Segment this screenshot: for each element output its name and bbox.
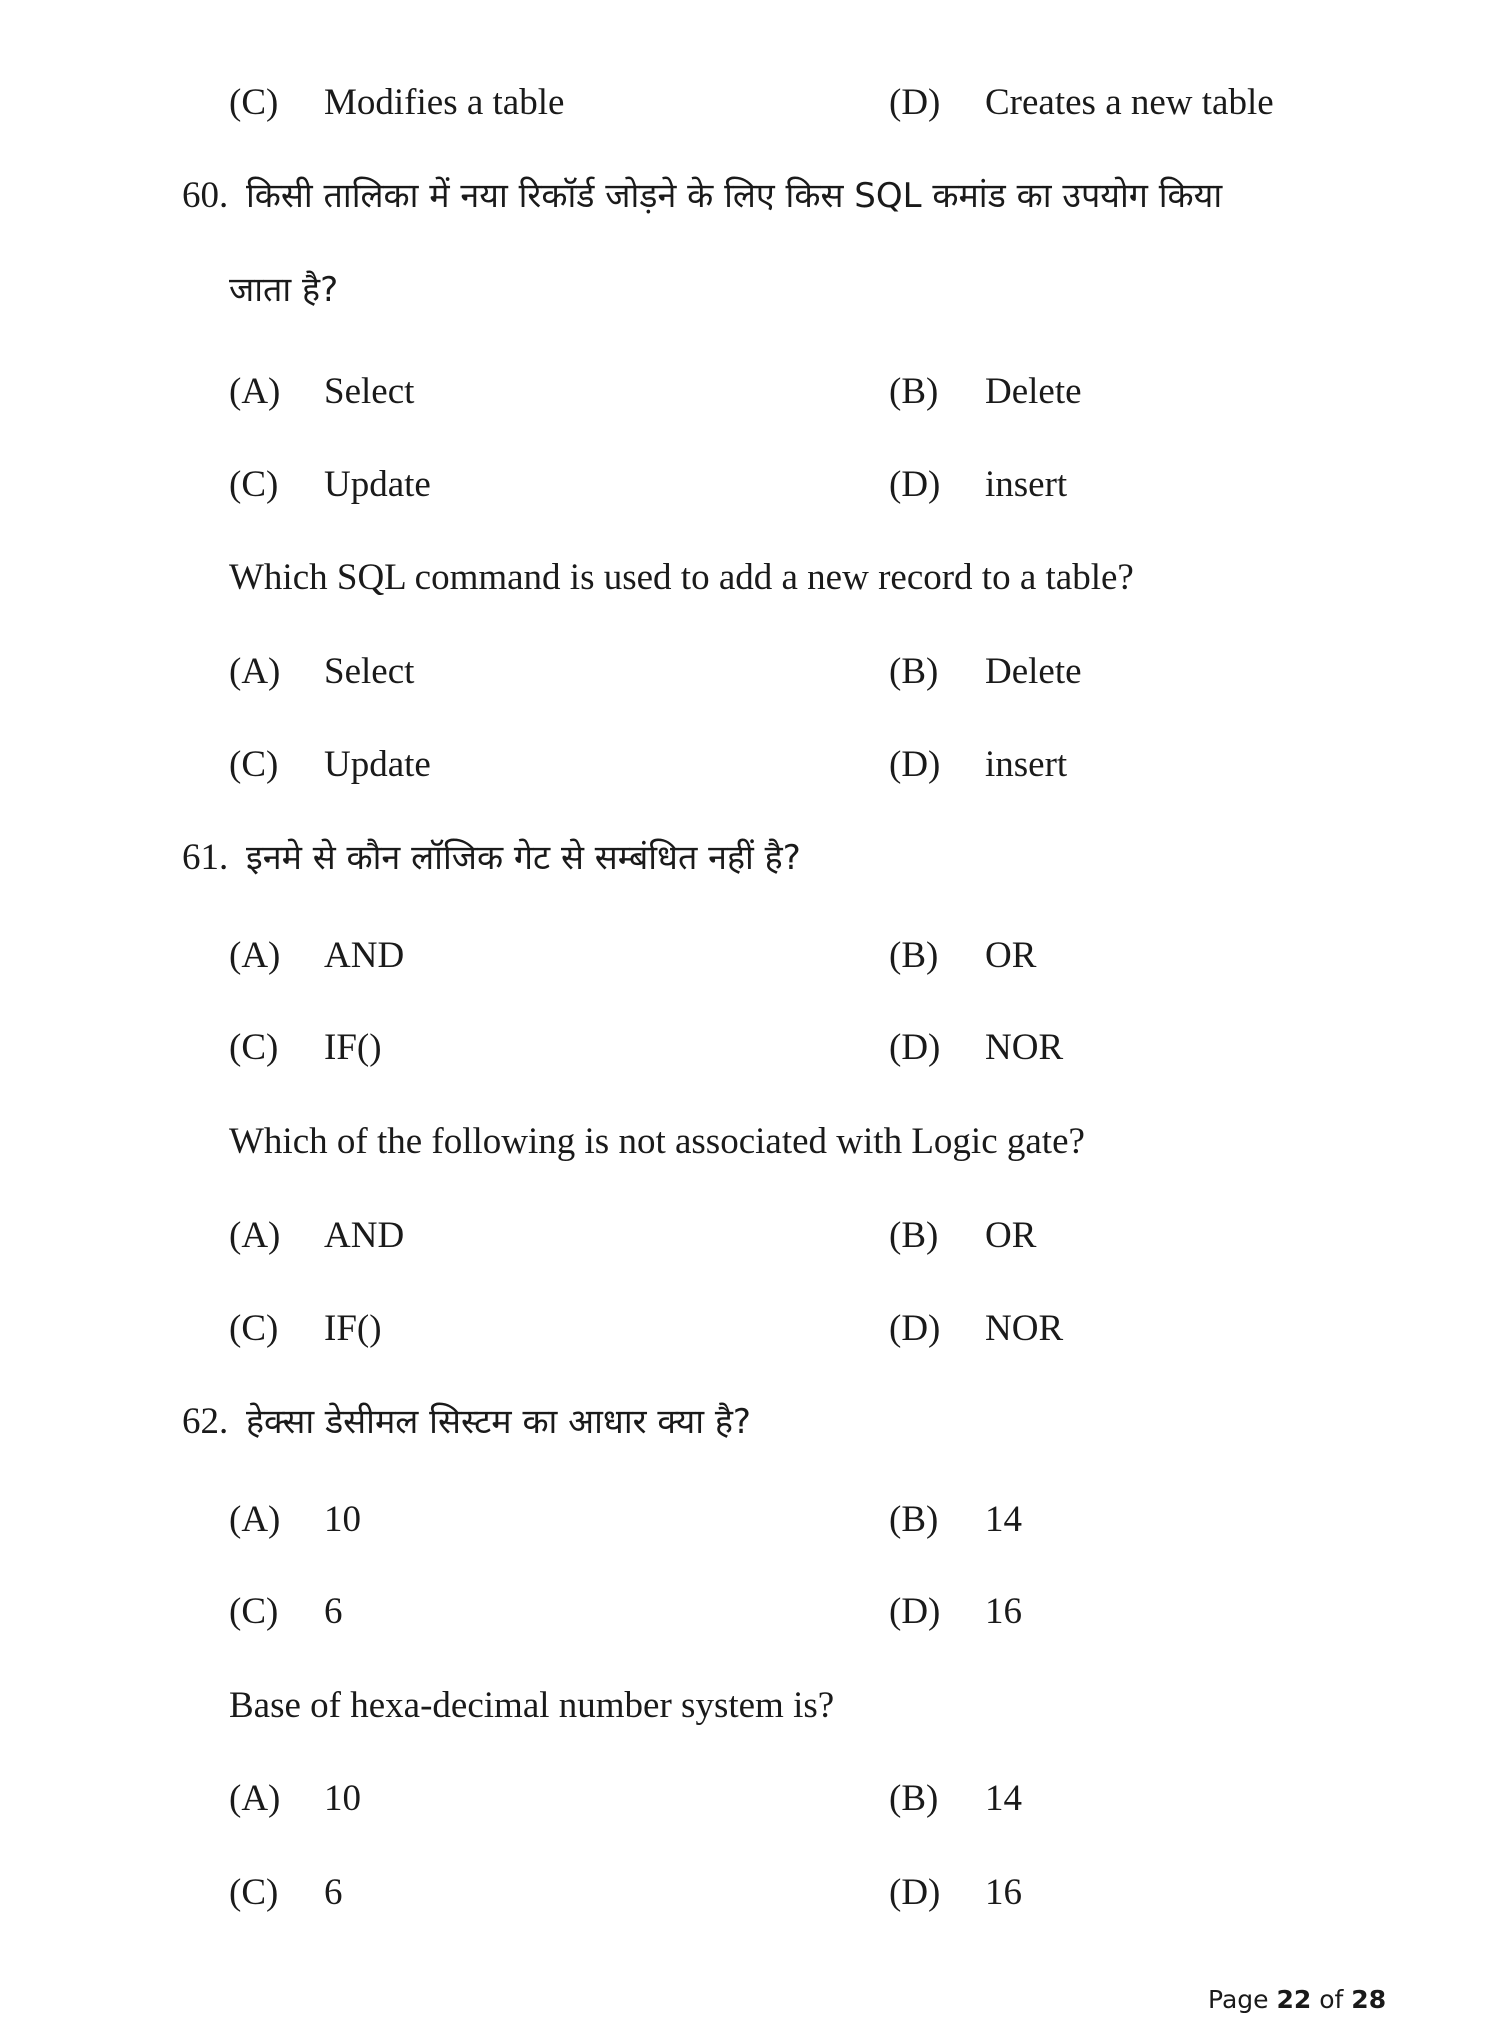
option-text: OR (985, 935, 1037, 976)
option-label: (D) (889, 1308, 941, 1349)
option-text: 14 (985, 1499, 1022, 1540)
option-label: (D) (889, 744, 941, 785)
question-number: 60. (182, 175, 229, 216)
option-label: (B) (889, 1778, 939, 1819)
page-number (1208, 1984, 1386, 2016)
option-label: (C) (229, 82, 279, 123)
option-text: IF() (324, 1308, 382, 1349)
option-text: Creates a new table (985, 82, 1274, 123)
question-number: 61. (182, 837, 229, 878)
option-label: (C) (229, 464, 279, 505)
question-text-hindi: किसी तालिका में नया रिकॉर्ड जोड़ने के लिए किस SQL कमांड का उपयोग किया (246, 176, 1223, 216)
question-text-english: Which SQL command is used to add a new record to a table? (229, 557, 1134, 598)
option-text: 14 (985, 1778, 1022, 1819)
option-label: (B) (889, 1215, 939, 1256)
option-label: (D) (889, 82, 941, 123)
option-text: 10 (324, 1499, 361, 1540)
option-label: (A) (229, 651, 281, 692)
page-total: 28 (1351, 1985, 1387, 2014)
question-text-english: Which of the following is not associated with Logic gate? (229, 1121, 1085, 1162)
question-text-hindi: इनमे से कौन लॉजिक गेट से सम्बंधित नहीं है? (246, 838, 801, 878)
option-label: (C) (229, 1872, 279, 1913)
option-label: (B) (889, 935, 939, 976)
option-label: (A) (229, 1778, 281, 1819)
option-text: 10 (324, 1778, 361, 1819)
option-text: NOR (985, 1308, 1064, 1349)
question-text-hindi-cont: जाता है? (229, 270, 339, 310)
page-current: 22 (1276, 1985, 1312, 2014)
option-label: (D) (889, 1872, 941, 1913)
option-text: Update (324, 464, 431, 505)
question-text-hindi: हेक्सा डेसीमल सिस्टम का आधार क्या है? (246, 1402, 751, 1442)
page-separator: of (1319, 1985, 1344, 2014)
option-label: (C) (229, 1308, 279, 1349)
option-text: Delete (985, 371, 1082, 412)
option-text: AND (324, 1215, 405, 1256)
option-text: insert (985, 744, 1068, 785)
option-label: (C) (229, 1591, 279, 1632)
option-text: 16 (985, 1591, 1022, 1632)
option-text: NOR (985, 1027, 1064, 1068)
option-text: 6 (324, 1591, 343, 1632)
option-label: (A) (229, 1215, 281, 1256)
option-label: (D) (889, 1027, 941, 1068)
option-label: (D) (889, 464, 941, 505)
option-label: (B) (889, 1499, 939, 1540)
option-label: (C) (229, 1027, 279, 1068)
option-text: Modifies a table (324, 82, 565, 123)
option-text: OR (985, 1215, 1037, 1256)
option-text: Select (324, 371, 415, 412)
option-text: AND (324, 935, 405, 976)
question-number: 62. (182, 1401, 229, 1442)
option-label: (B) (889, 651, 939, 692)
option-label: (D) (889, 1591, 941, 1632)
option-text: Update (324, 744, 431, 785)
option-label: (C) (229, 744, 279, 785)
page-prefix: Page (1208, 1985, 1269, 2014)
option-text: 6 (324, 1872, 343, 1913)
option-label: (A) (229, 1499, 281, 1540)
option-text: Delete (985, 651, 1082, 692)
option-label: (B) (889, 371, 939, 412)
option-text: insert (985, 464, 1068, 505)
option-text: IF() (324, 1027, 382, 1068)
option-label: (A) (229, 371, 281, 412)
option-text: 16 (985, 1872, 1022, 1913)
question-text-english: Base of hexa-decimal number system is? (229, 1685, 835, 1726)
option-label: (A) (229, 935, 281, 976)
option-text: Select (324, 651, 415, 692)
